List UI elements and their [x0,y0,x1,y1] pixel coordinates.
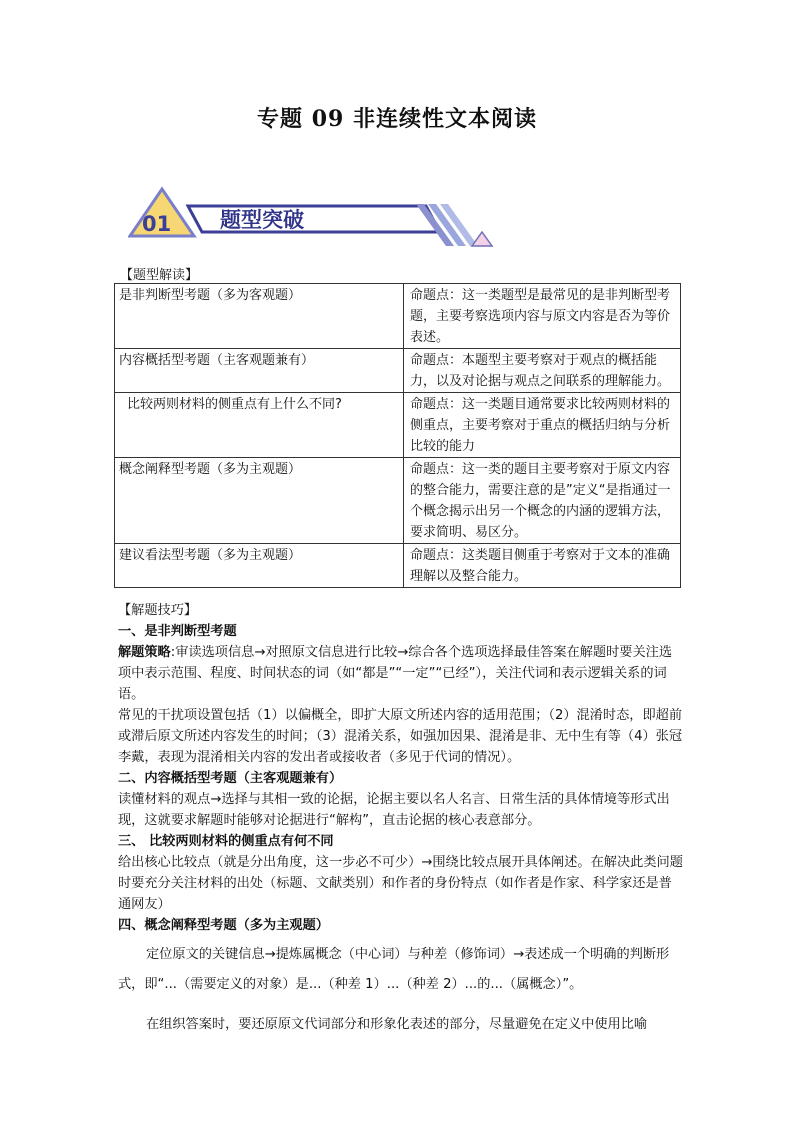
question-type-cell: 内容概括型考题（主客观题兼有） [115,349,404,393]
section-1-distractors: 常见的干扰项设置包括（1）以偏概全，即扩大原文所述内容的适用范围；（2）混淆时态，即超前或滞后原文所述内容发生的时间；（3）混淆关系，如强加因果、混淆是非、无中生有等（4）张冠李戴，表现为混淆相关内容的发出者或接收者（多见于代词的情况）。 [118,708,683,765]
question-type-cell: 比较两则材料的侧重点有上什么不同? [115,393,404,458]
test-point-cell: 命题点：这一类题目通常要求比较两则材料的侧重点，主要考察对于重点的概括归纳与分析比较的能力 [404,393,681,458]
section-banner [128,186,498,252]
table-row [115,544,681,588]
section-2-title: 二、内容概括型考题（主客观题兼有） [118,771,343,786]
section-2-text: 读懂材料的观点→选择与其相一致的论据，论据主要以名人名言、日常生活的具体情境等形式出现，这就要求解题时能够对论据进行“解构”，直击论据的核心表意部分。 [118,792,670,828]
table-row [115,349,681,393]
table-row [115,284,681,349]
tips-section [118,600,684,1040]
section-3-title: 三、 比较两则材料的侧重点有何不同 [118,834,334,849]
section-3-text: 给出核心比较点（就是分出角度，这一步必不可少）→围绕比较点展开具体阐述。在解决此类问题时要充分关注材料的出处（标题、文献类别）和作者的身份特点（如作者是作家、科学家还是普通网友） [118,855,683,912]
page-title: 专题 09 非连续性文本阅读 [257,106,537,132]
strategy-label: 解题策略 [118,645,171,660]
test-point-cell: 命题点：本题型主要考察对于观点的概括能力，以及对论据与观点之间联系的理解能力。 [404,349,681,393]
table-row [115,458,681,544]
tips-heading: 【解题技巧】 [118,603,198,618]
question-type-cell: 建议看法型考题（多为主观题） [115,544,404,588]
question-type-cell: 概念阐释型考题（多为主观题） [115,458,404,544]
section-4-text-2: 在组织答案时，要还原原文代词部分和形象化表述的部分，尽量避免在定义中使用比喻 [146,1017,648,1032]
section-1-strategy [118,642,684,705]
question-types-table [114,283,681,588]
table-heading: 【题型解读】 [120,268,199,283]
test-point-cell: 命题点：这一类的题目主要考察对于原文内容的整合能力，需要注意的是”定义“是指通过一个概念揭示出另一个概念的内涵的逻辑方法，要求简明、易区分。 [404,458,681,544]
banner-label: 题型突破 [220,208,304,232]
question-type-cell: 是非判断型考题（多为客观题） [115,284,404,349]
test-point-cell: 命题点：这类题目侧重于考察对于文本的准确理解以及整合能力。 [404,544,681,588]
table-row [115,393,681,458]
test-point-cell: 命题点：这一类题型是最常见的是非判断型考题，主要考察选项内容与原文内容是否为等价表述。 [404,284,681,349]
section-1-title: 一、是非判断型考题 [118,624,237,639]
section-4-text: 定位原文的关键信息→提炼属概念（中心词）与种差（修饰词）→表述成一个明确的判断形式，即“...（需要定义的对象）是...（种差 1）...（种差 2）...的...（属概念）”。 [118,947,670,992]
strategy-text: :审读选项信息→对照原文信息进行比较→综合各个选项选择最佳答案在解题时要关注选项中表示范围、程度、时间状态的词（如“都是”“一定”“已经”），关注代词和表示逻辑关系的词语。 [118,645,673,702]
banner-number: 01 [142,212,172,236]
banner-small-triangle [472,232,492,246]
section-4-title: 四、概念阐释型考题（多为主观题） [118,918,329,933]
